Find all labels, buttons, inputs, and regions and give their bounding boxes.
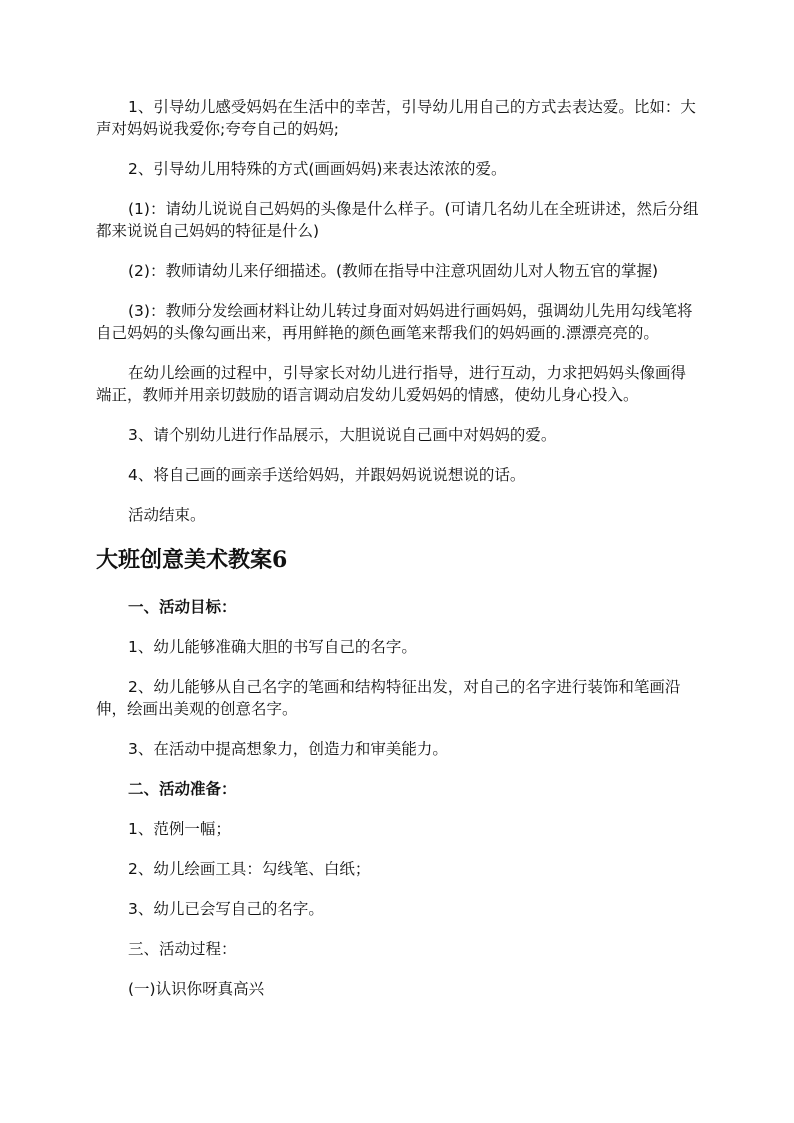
section-title: 大班创意美术教案6 (96, 547, 288, 573)
goal-2: 2、幼儿能够从自己名字的笔画和结构特征出发，对自己的名字进行装饰和笔画沿伸，绘画出美观的创意名字。 (96, 678, 681, 718)
prep-2: 2、幼儿绘画工具：勾线笔、白纸； (128, 860, 371, 878)
goal-3: 3、在活动中提高想象力，创造力和审美能力。 (128, 740, 448, 758)
process-heading: 三、活动过程： (128, 940, 237, 958)
paragraph-8: 4、将自己画的画亲手送给妈妈，并跟妈妈说说想说的话。 (128, 466, 526, 484)
paragraph-1: 1、引导幼儿感受妈妈在生活中的幸苦，引导幼儿用自己的方式去表达爱。比如：大声对妈妈说我爱你;夸夸自己的妈妈; (96, 98, 696, 138)
paragraph-7: 3、请个别幼儿进行作品展示，大胆说说自己画中对妈妈的爱。 (128, 426, 557, 444)
goal-1: 1、幼儿能够准确大胆的书写自己的名字。 (128, 638, 417, 656)
prep-heading: 二、活动准备： (128, 780, 237, 798)
prep-3: 3、幼儿已会写自己的名字。 (128, 900, 324, 918)
paragraph-9: 活动结束。 (128, 506, 206, 524)
paragraph-2: 2、引导幼儿用特殊的方式(画画妈妈)来表达浓浓的爱。 (128, 160, 507, 178)
paragraph-3: (1)：请幼儿说说自己妈妈的头像是什么样子。(可请几名幼儿在全班讲述，然后分组都来说说自己妈妈的特征是什么) (96, 200, 699, 240)
process-sub: (一)认识你呀真高兴 (128, 980, 265, 998)
prep-1: 1、范例一幅； (128, 820, 231, 838)
paragraph-6: 在幼儿绘画的过程中，引导家长对幼儿进行指导，进行互动，力求把妈妈头像画得端正，教师并用亲切鼓励的语言调动启发幼儿爱妈妈的情感，使幼儿身心投入。 (96, 364, 687, 404)
paragraph-5: (3)：教师分发绘画材料让幼儿转过身面对妈妈进行画妈妈，强调幼儿先用勾线笔将自己妈妈的头像勾画出来，再用鲜艳的颜色画笔来帮我们的妈妈画的.漂漂亮亮的。 (96, 302, 693, 342)
goals-heading: 一、活动目标： (128, 598, 237, 616)
paragraph-4: (2)：教师请幼儿来仔细描述。(教师在指导中注意巩固幼儿对人物五官的掌握) (128, 262, 659, 280)
document-page (96, 96, 700, 1018)
